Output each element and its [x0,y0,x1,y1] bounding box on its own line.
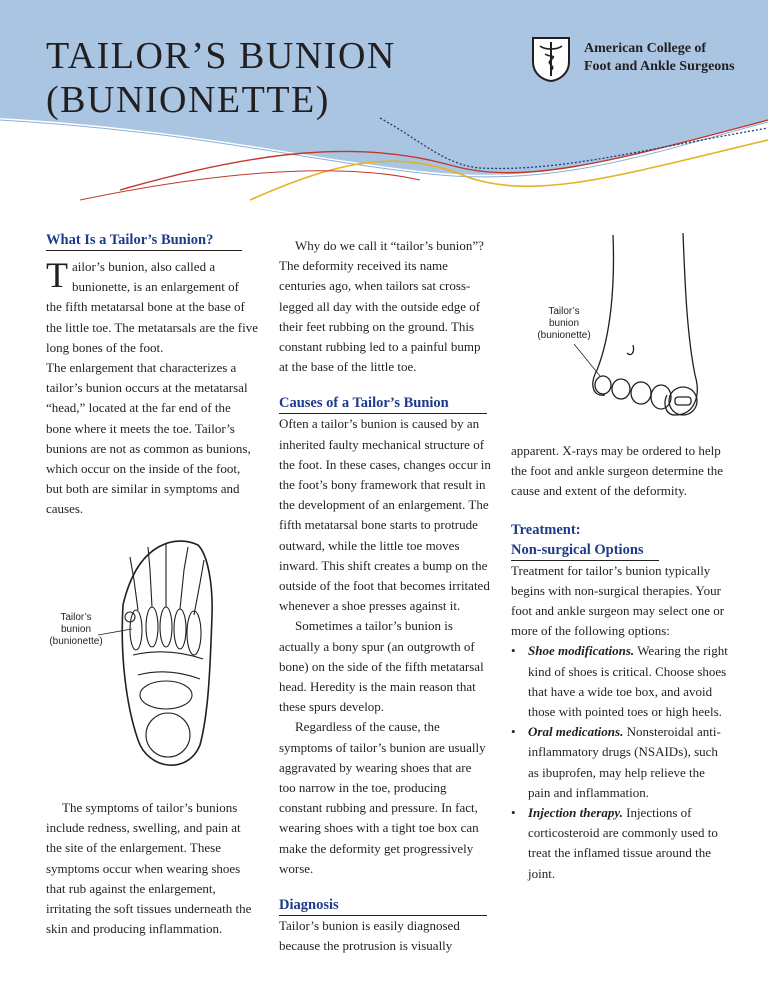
list-item [511,803,729,884]
acfas-logo-shield-icon [531,36,571,82]
fig-label-line: (bunionette) [49,636,103,647]
fig-label-line: Tailor’s [60,612,92,623]
heading-treatment-line1: Treatment: [511,521,581,538]
org-name [584,40,735,76]
figure-leader-line-1 [96,625,136,645]
fig-label-line: Tailor’s [548,306,580,317]
figure-leader-line-2 [560,342,610,382]
bullet: • [511,724,516,740]
page-title-line2: (BUNIONETTE) [46,79,330,121]
paragraph-symptoms: The symptoms of tailor’s bunions include redness, swelling, and pain at the site of the enlargement. These symptoms occur when wearing shoes that rub against the enlargement, irritating the soft tissues underneath the skin and producing inflammation. [46,800,252,937]
paragraph-treatment-intro: Treatment for tailor’s bunion typically begins with non-surgical therapies. Your foot and ankle surgeon may select one or more of the following options: [511,562,725,639]
heading-diagnosis: Diagnosis [279,895,487,916]
fig-label-line: (bunionette) [537,330,591,341]
option-term: Oral medications. [528,724,624,740]
paragraph-diagnosis: Tailor’s bunion is easily diagnosed because the protrusion is visually [279,918,460,954]
paragraph-aggravated: Regardless of the cause, the symptoms of tailor’s bunion are usually aggravated by wearing shoes that are too narrow in the toe, producing constant rubbing and pressure. In fact, wearing shoes with a tight toe box can make the deformity get progressively worse. [279,719,486,876]
foot-outline-illustration [575,225,715,425]
treatment-options-list [511,641,729,883]
bullet: • [511,805,516,821]
option-text: Nonsteroidal anti-inflammatory drugs (NSAIDs), such as ibuprofen, may help relieve the pain and inflammation. [528,724,721,800]
foot-skeleton-illustration [108,535,228,780]
column-1 [46,230,258,520]
list-item [511,722,729,803]
option-term: Shoe modifications. [528,643,635,659]
paragraph-causes: Often a tailor’s bunion is caused by an inherited faulty mechanical structure of the foot. In these cases, changes occur in the foot’s bony framework that result in the development of an enlargement. The fifth metatarsal bone starts to protrude outward, while the little toe moves inward. This shift creates a bump on the outside of the foot that becomes irritated whenever a shoe presses against it. [279,416,491,614]
org-name-line2: Foot and Ankle Surgeons [584,59,735,74]
page-title-line1: TAILOR’S BUNION [46,35,396,77]
fig-label-line: bunion [548,318,580,329]
column-2 [279,236,491,957]
option-term: Injection therapy. [528,805,623,821]
heading-causes: Causes of a Tailor’s Bunion [279,393,487,414]
paragraph-bony-spur: Sometimes a tailor’s bunion is actually a bony spur (an outgrowth of bone) on the side of the fifth metatarsal head. Heredity is the main reason that these spurs develop. [279,618,484,715]
paragraph-name-origin: Why do we call it “tailor’s bunion”? The deformity received its name centuries ago, when tailors sat cross-legged all day with the outside edge of their feet rubbing on the ground. This constant rubbing led to a painful bump at the base of the little toe. [279,238,484,375]
intro-text: ailor’s bunion, also called a bunionette, is an enlargement of the fifth metatarsal bone at the base of the little toe. The metatarsals are the five long bones of the foot. [46,259,259,355]
column-3 [511,441,729,884]
drop-cap: T [46,255,68,295]
org-name-line1: American College of [584,41,707,56]
heading-what-is: What Is a Tailor’s Bunion? [46,230,242,251]
header-banner [0,0,768,215]
heading-treatment-line2: Non-surgical Options [511,540,659,561]
paragraph-xrays: apparent. X-rays may be ordered to help the foot and ankle surgeon determine the cause and extent of the deformity. [511,443,724,499]
fig-label-line: bunion [60,624,92,635]
intro-paragraph [46,257,258,358]
list-item [511,641,729,722]
option-text: Injections of corticosteroid are commonly used to treat the inflamed tissue around the joint. [528,805,718,881]
figure-label-bunionette-2 [532,306,596,342]
option-text: Wearing the right kind of shoes is critical. Choose shoes that have a wide toe box, and avoid those with pointed toes or high heels. [528,643,728,720]
paragraph-enlargement: The enlargement that characterizes a tailor’s bunion occurs at the metatarsal “head,” located at the far end of the bone where it meets the toe. Tailor’s bunions are not as common as bunions, which occur on the inside of the foot, but both are similar in symptoms and causes. [46,360,251,517]
column-1-bottom [46,798,258,939]
bullet: • [511,643,516,659]
swoosh-red-2 [80,171,420,200]
